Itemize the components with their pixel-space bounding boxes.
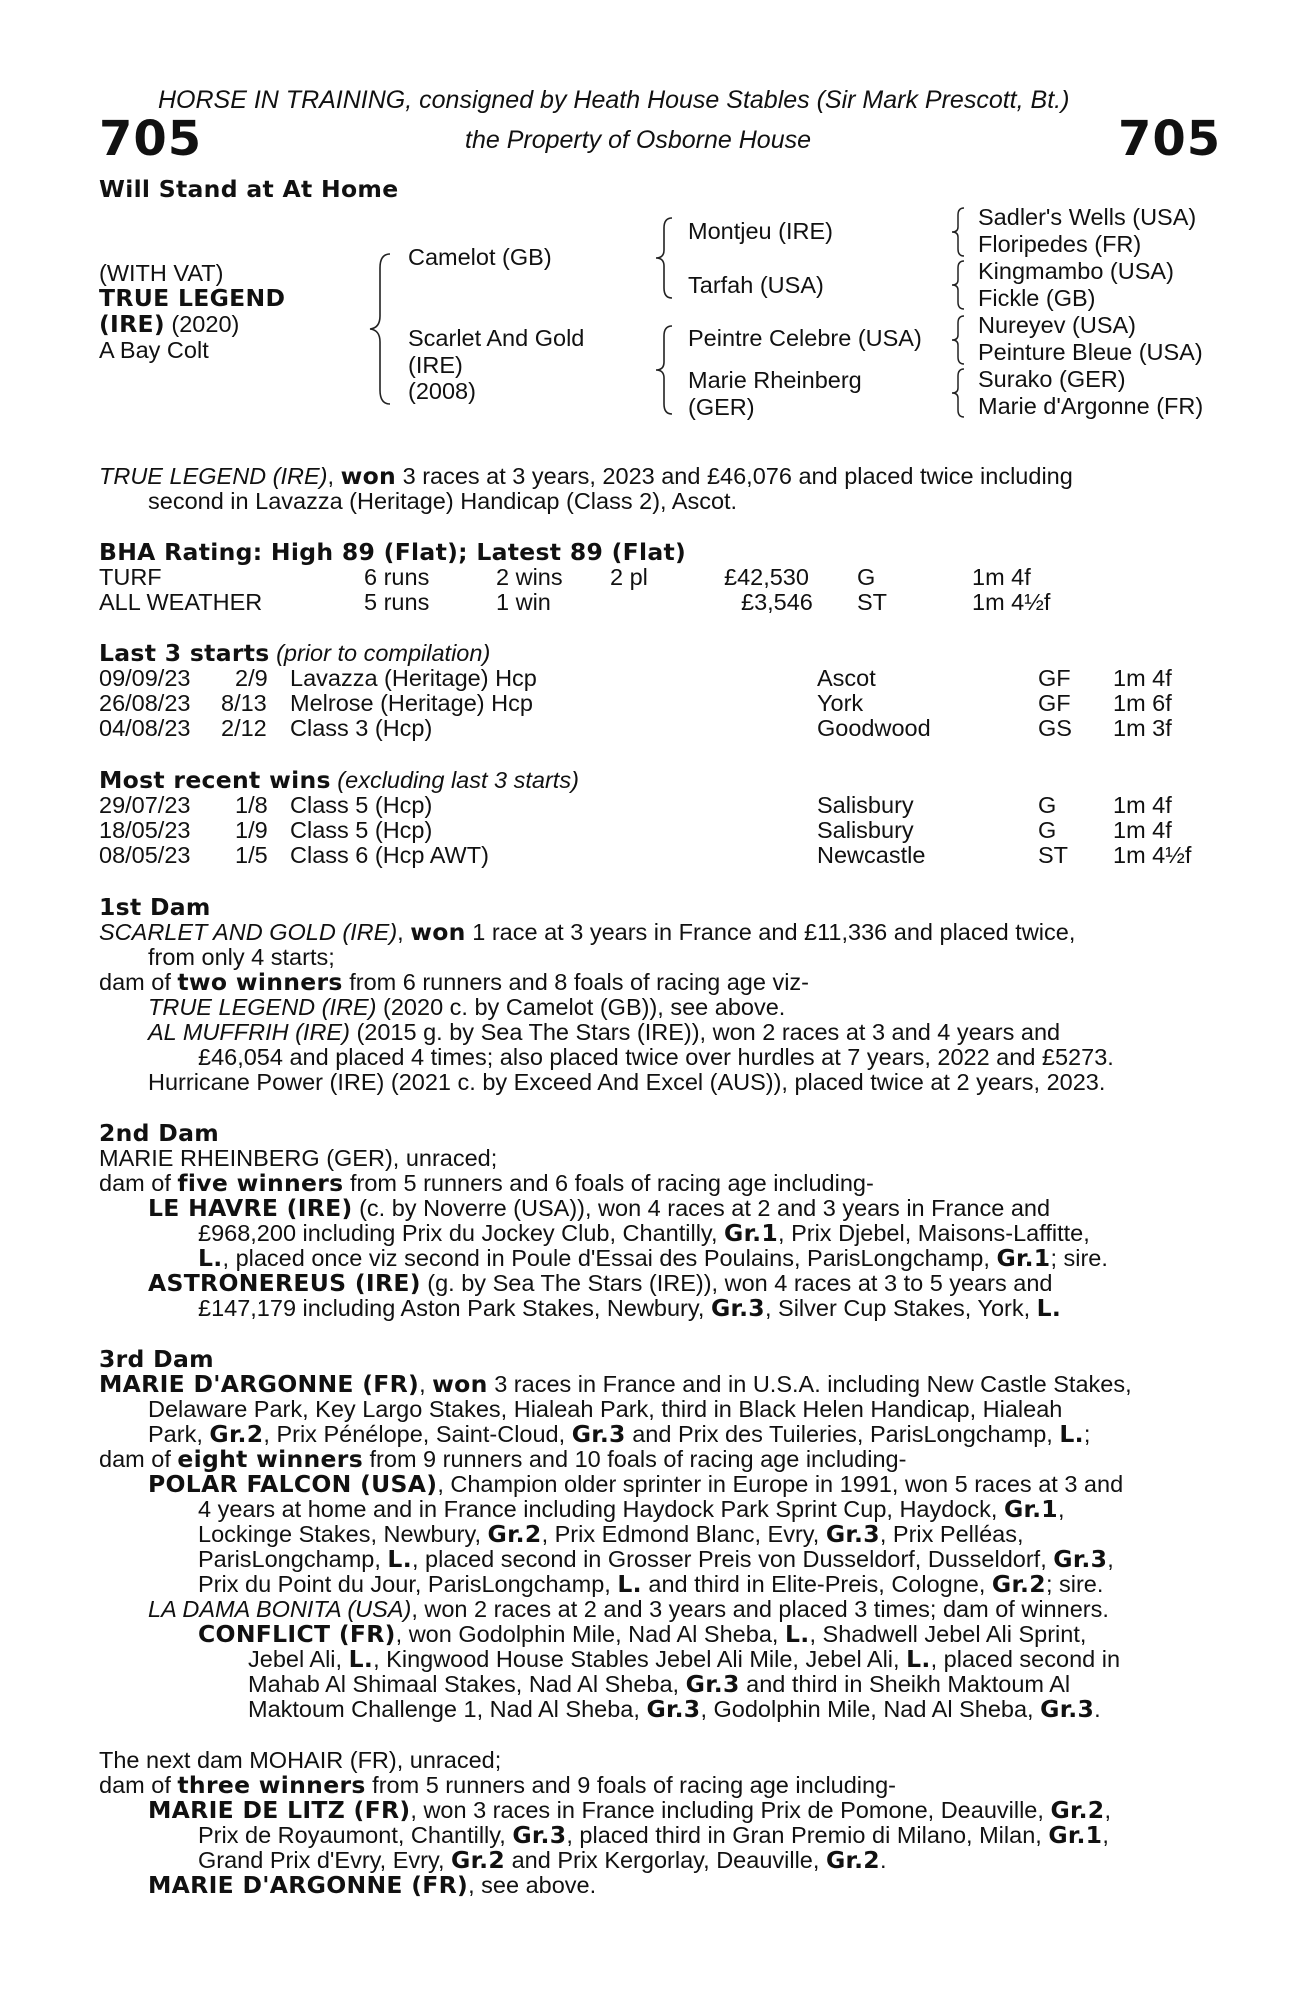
stand-line: Will Stand at At Home [99,175,399,203]
dam3-polar-falcon-3: Lockinge Stakes, Newbury, Gr.2, Prix Edmond Blanc, Evry, Gr.3, Prix Pelléas, [198,1520,1024,1548]
pedigree-brace-3b [950,258,970,312]
pedigree-g3-2: Floripedes (FR) [978,231,1142,257]
dam3-polar-falcon-2: 4 years at home and in France including Haydock Park Sprint Cup, Haydock, Gr.1, [198,1495,1065,1523]
rating-row-turf: TURF 6 runs 2 wins 2 pl £42,530 G 1m 4f [99,564,1031,590]
horse-name: TRUE LEGEND [99,284,286,312]
next-dam-marie-de-litz-3: Grand Prix d'Evry, Evry, Gr.2 and Prix Kergorlay, Deauville, Gr.2. [198,1846,887,1874]
dam3-dam-of: dam of eight winners from 9 runners and 10 foals of racing age including- [99,1445,907,1473]
pedigree-g3-5: Nureyev (USA) [978,312,1137,338]
dam3-polar-falcon-4: ParisLongchamp, L., placed second in Grosser Preis von Dusseldorf, Dusseldorf, Gr.3, [198,1545,1114,1573]
dam2-astronereus-2: £147,179 including Aston Park Stakes, Newbury, Gr.3, Silver Cup Stakes, York, L. [198,1294,1062,1322]
dam1-dam-of: dam of two winners from 6 runners and 8 foals of racing age viz- [99,968,810,996]
last3-row: 04/08/23 2/12 Class 3 (Hcp) Goodwood GS 1m 3f [99,715,1172,741]
dam1-produce-2-cont: £46,054 and placed 4 times; also placed twice over hurdles at 7 years, 2022 and £5273. [198,1044,1114,1070]
pedigree-g3-7: Surako (GER) [978,366,1126,392]
dam2-le-havre-3: L., placed once viz second in Poule d'Essai des Poulains, ParisLongchamp, Gr.1; sire. [198,1244,1108,1272]
dam1-line1: SCARLET AND GOLD (IRE), won 1 race at 3 years in France and £11,336 and placed twice, [99,918,1076,946]
dam2-heading: 2nd Dam [99,1119,220,1147]
pedigree-dam-line1: Scarlet And Gold [408,325,585,351]
pedigree-brace-3a [950,205,970,259]
pedigree-sire-sire: Montjeu (IRE) [688,218,833,244]
pedigree-dam-dam-line1: Marie Rheinberg [688,367,862,393]
pedigree-g3-1: Sadler's Wells (USA) [978,204,1197,230]
last3-heading: Last 3 starts (prior to compilation) [99,639,491,667]
next-dam-marie-de-litz-2: Prix de Royaumont, Chantilly, Gr.3, placed third in Gran Premio di Milano, Milan, Gr.1, [198,1821,1109,1849]
pedigree-dam-line3: (2008) [408,378,476,404]
pedigree-brace-2b [654,322,680,418]
dam3-conflict-3: Mahab Al Shimaal Stakes, Nad Al Sheba, Gr.3 and third in Sheikh Maktoum Al [248,1670,1071,1698]
dam3-conflict-4: Maktoum Challenge 1, Nad Al Sheba, Gr.3, Godolphin Mile, Nad Al Sheba, Gr.3. [248,1695,1101,1723]
pedigree-g3-4: Fickle (GB) [978,285,1096,311]
horse-description: A Bay Colt [99,337,209,363]
dam3-heading: 3rd Dam [99,1345,214,1373]
dam2-le-havre-2: £968,200 including Prix du Jockey Club, Chantilly, Gr.1, Prix Djebel, Maisons-Laffitte, [198,1219,1090,1247]
last3-row: 26/08/23 8/13 Melrose (Heritage) Hcp York GF 1m 6f [99,690,1172,716]
dam3-line2: Delaware Park, Key Largo Stakes, Hialeah Park, third in Black Helen Handicap, Hialeah [148,1396,1063,1422]
vat-note: (WITH VAT) [99,260,224,286]
pedigree-sire: Camelot (GB) [408,244,552,270]
dam3-la-dama-bonita: LA DAMA BONITA (USA), won 2 races at 2 and 3 years and placed 3 times; dam of winners. [148,1596,1109,1622]
pedigree-dam-sire: Peintre Celebre (USA) [688,325,922,351]
dam3-polar-falcon-5: Prix du Point du Jour, ParisLongchamp, L. and third in Elite-Preis, Cologne, Gr.2; sire. [198,1570,1104,1598]
dam2-le-havre-1: LE HAVRE (IRE) (c. by Noverre (USA)), won 4 races at 2 and 3 years in France and [148,1194,1051,1222]
dam1-line2: from only 4 starts; [148,944,335,970]
recent-win-row: 29/07/23 1/8 Class 5 (Hcp) Salisbury G 1m 4f [99,792,1172,818]
pedigree-dam-line2: (IRE) [408,352,463,378]
recent-win-row: 08/05/23 1/5 Class 6 (Hcp AWT) Newcastle ST 1m 4½f [99,842,1192,868]
next-dam-marie-de-litz-1: MARIE DE LITZ (FR), won 3 races in France including Prix de Pomone, Deauville, Gr.2, [148,1796,1111,1824]
pedigree-brace-1 [368,248,398,410]
dam3-conflict-2: Jebel Ali, L., Kingwood House Stables Jebel Ali Mile, Jebel Ali, L., placed second in [248,1645,1121,1673]
next-dam-line1: The next dam MOHAIR (FR), unraced; [99,1747,502,1773]
next-dam-marie-d-argonne: MARIE D'ARGONNE (FR), see above. [148,1871,597,1899]
dam1-heading: 1st Dam [99,893,211,921]
summary-line1: TRUE LEGEND (IRE), won 3 races at 3 years, 2023 and £46,076 and placed twice including [99,462,1073,490]
recent-win-row: 18/05/23 1/9 Class 5 (Hcp) Salisbury G 1m 4f [99,817,1172,843]
next-dam-dam-of: dam of three winners from 5 runners and 9 foals of racing age including- [99,1771,896,1799]
pedigree-g3-8: Marie d'Argonne (FR) [978,393,1204,419]
pedigree-g3-3: Kingmambo (USA) [978,258,1174,284]
lot-number-left: 705 [99,111,203,167]
dam2-astronereus-1: ASTRONEREUS (IRE) (g. by Sea The Stars (IRE)), won 4 races at 3 to 5 years and [148,1269,1053,1297]
dam2-line1: MARIE RHEINBERG (GER), unraced; [99,1145,498,1171]
pedigree-brace-2a [654,214,680,302]
dam2-dam-of: dam of five winners from 5 runners and 6 foals of racing age including- [99,1169,874,1197]
pedigree-brace-3d [950,366,970,420]
last3-row: 09/09/23 2/9 Lavazza (Heritage) Hcp Ascot GF 1m 4f [99,665,1172,691]
dam1-produce-1: TRUE LEGEND (IRE) (2020 c. by Camelot (GB)), see above. [148,994,786,1020]
dam1-produce-3: Hurricane Power (IRE) (2021 c. by Exceed And Excel (AUS)), placed twice at 2 years, 2023. [148,1069,1106,1095]
dam3-polar-falcon-1: POLAR FALCON (USA), Champion older sprinter in Europe in 1991, won 5 races at 3 and [148,1470,1124,1498]
dam1-produce-2: AL MUFFRIH (IRE) (2015 g. by Sea The Stars (IRE)), won 2 races at 3 and 4 years and [148,1019,1061,1045]
recent-wins-heading: Most recent wins (excluding last 3 starts) [99,766,579,794]
dam3-line1: MARIE D'ARGONNE (FR), won 3 races in France and in U.S.A. including New Castle Stakes, [99,1370,1132,1398]
horse-origin-year: (IRE) (2020) [99,310,240,338]
pedigree-sire-dam: Tarfah (USA) [688,272,824,298]
rating-row-aw: ALL WEATHER 5 runs 1 win £3,546 ST 1m 4½f [99,589,1051,615]
summary-line2: second in Lavazza (Heritage) Handicap (Class 2), Ascot. [148,488,738,514]
pedigree-g3-6: Peinture Bleue (USA) [978,339,1203,365]
pedigree-dam-dam-line2: (GER) [688,394,755,420]
dam3-conflict-1: CONFLICT (FR), won Godolphin Mile, Nad Al Sheba, L., Shadwell Jebel Ali Sprint, [198,1620,1087,1648]
dam3-line3: Park, Gr.2, Prix Pénélope, Saint-Cloud, Gr.3 and Prix des Tuileries, ParisLongchamp, L.; [148,1420,1091,1448]
rating-heading: BHA Rating: High 89 (Flat); Latest 89 (Flat) [99,538,687,566]
lot-number-right: 705 [1118,111,1222,167]
pedigree-brace-3c [950,313,970,367]
consignor-line: HORSE IN TRAINING, consigned by Heath House Stables (Sir Mark Prescott, Bt.) [158,86,1070,114]
property-line: the Property of Osborne House [465,126,812,154]
